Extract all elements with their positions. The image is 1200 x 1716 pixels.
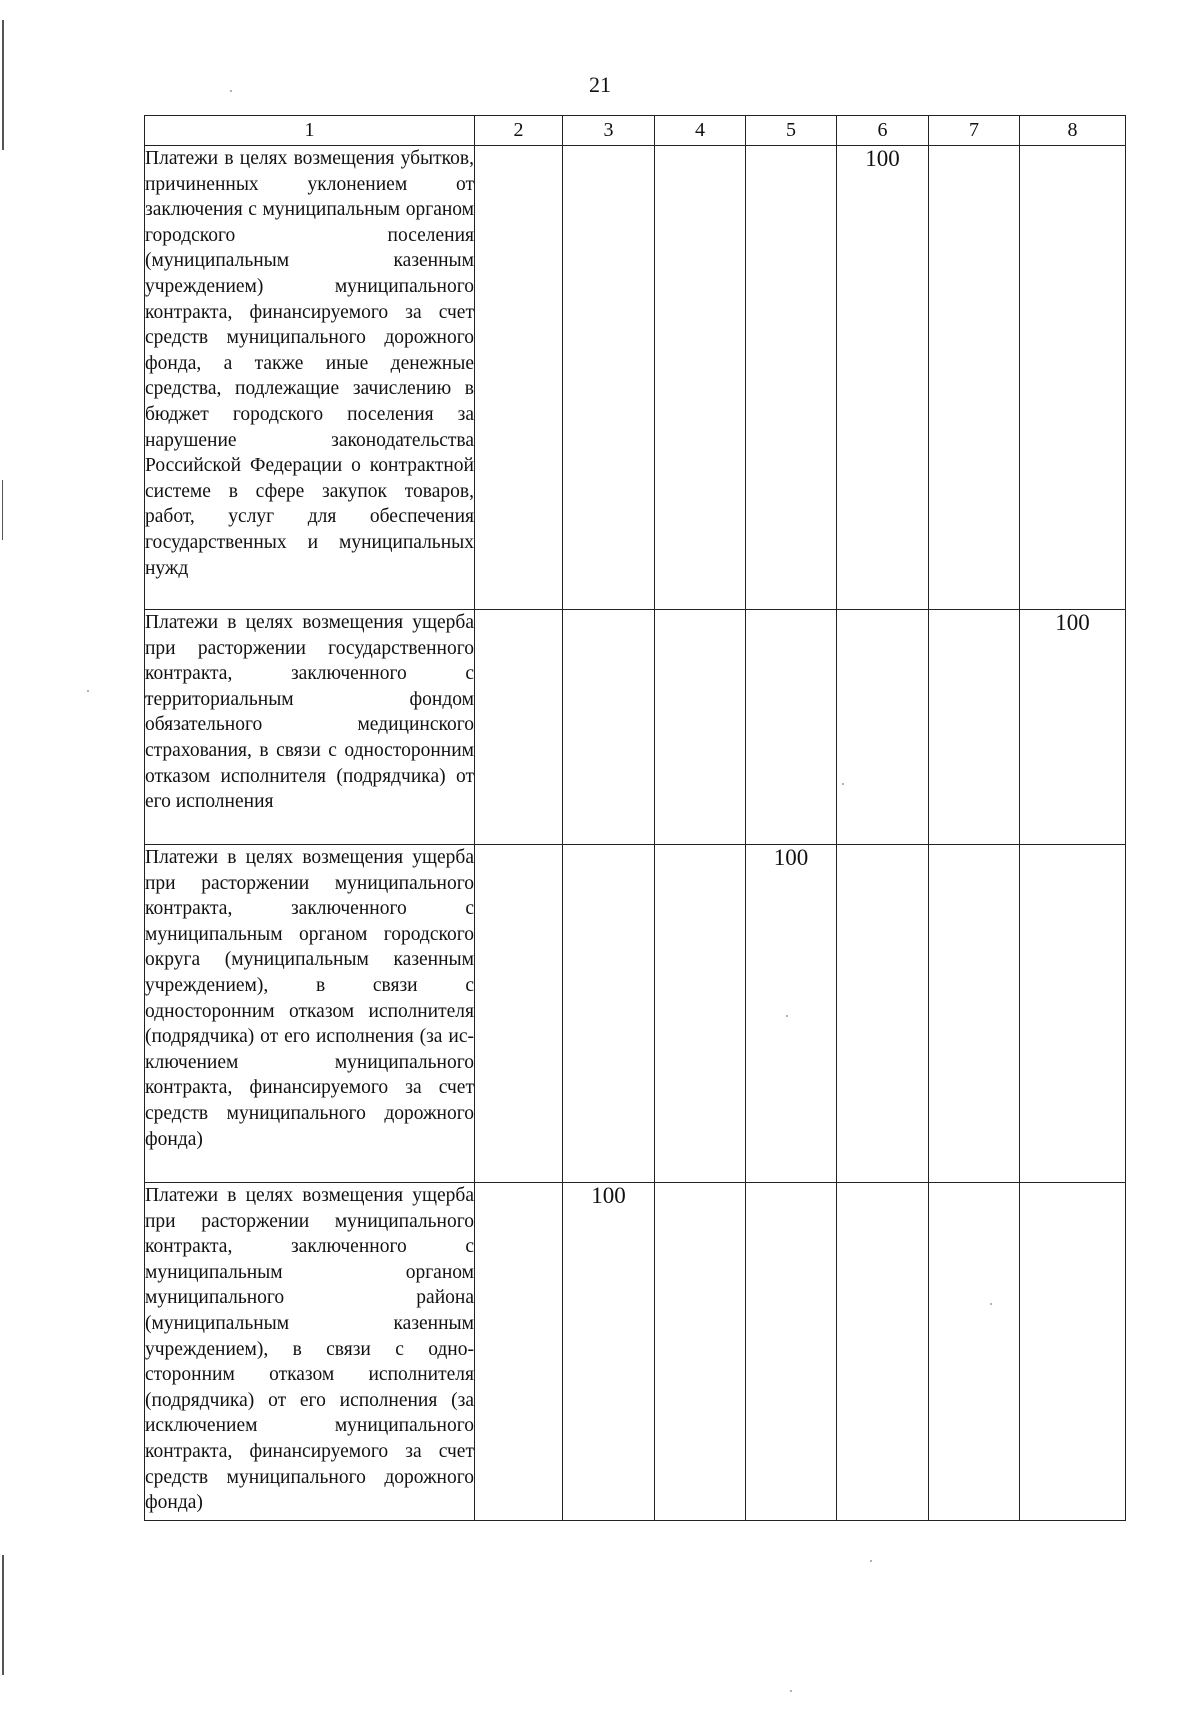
payments-table <box>144 115 1126 1521</box>
row-value-cell <box>929 610 1020 845</box>
header-cell: 1 <box>145 116 475 146</box>
row-value-cell <box>563 845 655 1183</box>
row-value-cell <box>563 146 655 610</box>
row-value-cell <box>929 146 1020 610</box>
row-value-cell <box>655 1183 746 1521</box>
header-cell: 7 <box>929 116 1020 146</box>
scan-edge-line <box>2 1555 4 1675</box>
row-value-cell <box>1020 845 1126 1183</box>
row-value-cell <box>837 845 929 1183</box>
row-description: Платежи в целях возмещения ущерба при расторжении муниципального контракта, заключенного с муниципальным органом муниципального района (муниципальным казенным учреждением), в связи с односторонним отказом исполнителя (подрядчика) от его исполнения (за исключением муниципального контракта, финансируемого за счет средств муниципального дорожного фонда) <box>145 1183 475 1521</box>
scan-speck <box>87 690 89 692</box>
header-cell: 2 <box>475 116 563 146</box>
row-value-cell <box>837 1183 929 1521</box>
row-value-cell <box>655 845 746 1183</box>
row-value-cell: 100 <box>563 1183 655 1521</box>
row-value-cell <box>1020 146 1126 610</box>
row-value-cell <box>475 1183 563 1521</box>
header-row <box>145 116 1126 146</box>
header-cell: 8 <box>1020 116 1126 146</box>
table-row <box>145 146 1126 610</box>
scan-edge-line <box>2 480 3 540</box>
scan-speck <box>786 1015 788 1017</box>
row-value-cell <box>1020 1183 1126 1521</box>
table-row <box>145 610 1126 845</box>
row-value-cell <box>837 610 929 845</box>
scan-speck <box>790 1690 792 1692</box>
row-value-cell: 100 <box>1020 610 1126 845</box>
row-value-cell: 100 <box>746 845 837 1183</box>
row-value-cell <box>746 610 837 845</box>
row-description: Платежи в целях возмещения ущерба при расторжении муниципального контракта, заключенного с муниципальным органом городского округа (муниципальным казенным учреждением), в связи с односторонним отказом исполнителя (подрядчика) от его исполнения (за исключением муниципального контракта, финансируемого за счет средств муниципального дорожного фонда) <box>145 845 475 1183</box>
row-value-cell <box>475 146 563 610</box>
row-value-cell <box>929 1183 1020 1521</box>
row-value-cell <box>929 845 1020 1183</box>
row-description: Платежи в целях возмещения ущерба при расторжении государственного контракта, заключенного с территориальным фондом обязательного медицинского страхования, в связи с односторонним отказом исполнителя (подрядчика) от его исполнения <box>145 610 475 845</box>
row-description: Платежи в целях возмещения убытков, причиненных уклонением от заключения с муниципальным органом городского поселения (муниципальным казенным учреждением) муниципального контракта, финансируемого за счет средств муниципального дорожного фонда, а также иные денежные средства, подлежащие зачислению в бюджет городского поселения за нарушение законодательства Российской Федерации о контрактной системе в сфере закупок товаров, работ, услуг для обеспечения государственных и муниципальных нужд <box>145 146 475 610</box>
scan-speck <box>230 90 232 92</box>
header-cell: 3 <box>563 116 655 146</box>
scan-speck <box>842 783 844 785</box>
table-row <box>145 845 1126 1183</box>
row-value-cell <box>746 146 837 610</box>
row-value-cell <box>655 146 746 610</box>
table-row <box>145 1183 1126 1521</box>
page-number: 21 <box>589 72 611 97</box>
header-cell: 5 <box>746 116 837 146</box>
row-value-cell <box>655 610 746 845</box>
header-cell: 6 <box>837 116 929 146</box>
scan-speck <box>870 1560 872 1562</box>
row-value-cell <box>563 610 655 845</box>
row-value-cell <box>475 610 563 845</box>
row-value-cell: 100 <box>837 146 929 610</box>
scan-speck <box>990 1303 992 1305</box>
row-value-cell <box>746 1183 837 1521</box>
header-cell: 4 <box>655 116 746 146</box>
row-value-cell <box>475 845 563 1183</box>
